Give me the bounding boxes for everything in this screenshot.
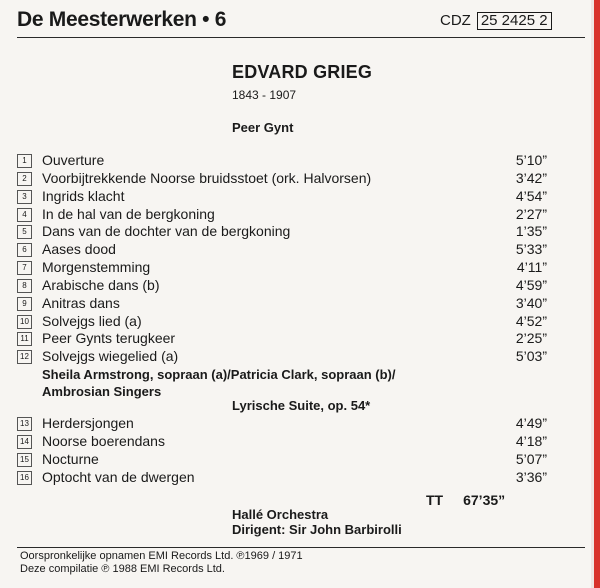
red-edge-strip xyxy=(591,0,600,588)
track-row xyxy=(17,223,577,240)
track-duration: 4’11” xyxy=(516,259,547,275)
track-row xyxy=(17,206,577,223)
track-duration: 4’54” xyxy=(515,188,547,204)
track-number: 1 xyxy=(17,154,32,168)
track-duration: 5’10” xyxy=(515,152,547,168)
credits-line-1: Oorspronkelijke opnamen EMI Records Ltd. ℗1969 / 1971 xyxy=(20,550,303,562)
track-row xyxy=(17,170,577,187)
orchestra-name: Hallé Orchestra xyxy=(232,507,329,522)
credits xyxy=(20,550,303,576)
track-number: 11 xyxy=(17,332,32,346)
track-number: 15 xyxy=(17,453,32,467)
catalog-number xyxy=(440,12,552,30)
track-number: 14 xyxy=(17,435,32,449)
track-duration: 2’27” xyxy=(515,206,547,222)
track-title: Aases dood xyxy=(42,241,116,257)
track-title: Solvejgs wiegelied (a) xyxy=(42,348,179,364)
conductor: Dirigent: Sir John Barbirolli xyxy=(232,522,402,537)
total-time-label: TT xyxy=(426,492,444,508)
track-title: Anitras dans xyxy=(42,295,120,311)
track-number: 4 xyxy=(17,208,32,222)
track-duration: 3’36” xyxy=(515,469,547,485)
track-title: Ouverture xyxy=(42,152,105,168)
track-number: 8 xyxy=(17,279,32,293)
track-row xyxy=(17,188,577,205)
track-title: Solvejgs lied (a) xyxy=(42,313,142,329)
track-number: 12 xyxy=(17,350,32,364)
track-duration: 3’40” xyxy=(515,295,547,311)
credits-line-2: Deze compilatie ℗ 1988 EMI Records Ltd. xyxy=(20,563,225,575)
track-duration: 4’49” xyxy=(515,415,547,431)
track-row xyxy=(17,469,577,486)
catalog-prefix: CDZ xyxy=(440,12,471,29)
work-title-peer-gynt: Peer Gynt xyxy=(232,120,294,135)
work-title-lyric-suite: Lyrische Suite, op. 54* xyxy=(232,398,371,413)
track-title: Arabische dans (b) xyxy=(42,277,160,293)
track-title: Ingrids klacht xyxy=(42,188,125,204)
track-duration: 2’25” xyxy=(515,330,547,346)
track-number: 3 xyxy=(17,190,32,204)
track-duration: 1’35” xyxy=(515,223,547,239)
track-duration: 3’42” xyxy=(515,170,547,186)
track-row xyxy=(17,277,577,294)
track-row xyxy=(17,348,577,365)
top-divider xyxy=(17,37,585,38)
total-time xyxy=(426,492,505,508)
bottom-divider xyxy=(17,547,585,548)
track-title: Herdersjongen xyxy=(42,415,134,431)
performers xyxy=(42,366,396,400)
track-duration: 5’03” xyxy=(515,348,547,364)
track-row xyxy=(17,152,577,169)
track-duration: 5’33” xyxy=(515,241,547,257)
track-number: 10 xyxy=(17,315,32,329)
total-time-value: 67’35” xyxy=(463,492,506,508)
track-duration: 4’52” xyxy=(515,313,547,329)
track-title: Optocht van de dwergen xyxy=(42,469,195,485)
track-duration: 5’07” xyxy=(515,451,547,467)
track-row xyxy=(17,415,577,432)
track-duration: 4’59” xyxy=(515,277,547,293)
orchestra-block xyxy=(232,507,402,537)
track-duration: 4’18” xyxy=(515,433,547,449)
track-number: 7 xyxy=(17,261,32,275)
track-title: Dans van de dochter van de bergkoning xyxy=(42,223,291,239)
track-number: 16 xyxy=(17,471,32,485)
series-title: De Meesterwerken • 6 xyxy=(17,8,227,31)
track-row xyxy=(17,259,577,276)
track-row xyxy=(17,313,577,330)
track-title: In de hal van de bergkoning xyxy=(42,206,215,222)
track-title: Morgenstemming xyxy=(42,259,151,275)
catalog-number-box: 25 2425 2 xyxy=(477,12,552,30)
composer-years: 1843 - 1907 xyxy=(232,88,297,102)
track-number: 6 xyxy=(17,243,32,257)
track-title: Voorbijtrekkende Noorse bruidsstoet (ork. Halvorsen) xyxy=(42,170,372,186)
track-title: Nocturne xyxy=(42,451,99,467)
track-title: Peer Gynts terugkeer xyxy=(42,330,176,346)
track-row xyxy=(17,241,577,258)
track-number: 5 xyxy=(17,225,32,239)
track-title: Noorse boerendans xyxy=(42,433,165,449)
track-row xyxy=(17,330,577,347)
performers-line-2: Ambrosian Singers xyxy=(42,384,162,399)
track-number: 2 xyxy=(17,172,32,186)
track-row xyxy=(17,451,577,468)
track-row xyxy=(17,433,577,450)
performers-line-1: Sheila Armstrong, sopraan (a)/Patricia Clark, sopraan (b)/ xyxy=(42,367,396,382)
track-number: 9 xyxy=(17,297,32,311)
track-number: 13 xyxy=(17,417,32,431)
track-row xyxy=(17,295,577,312)
composer-name: EDVARD GRIEG xyxy=(232,62,373,82)
